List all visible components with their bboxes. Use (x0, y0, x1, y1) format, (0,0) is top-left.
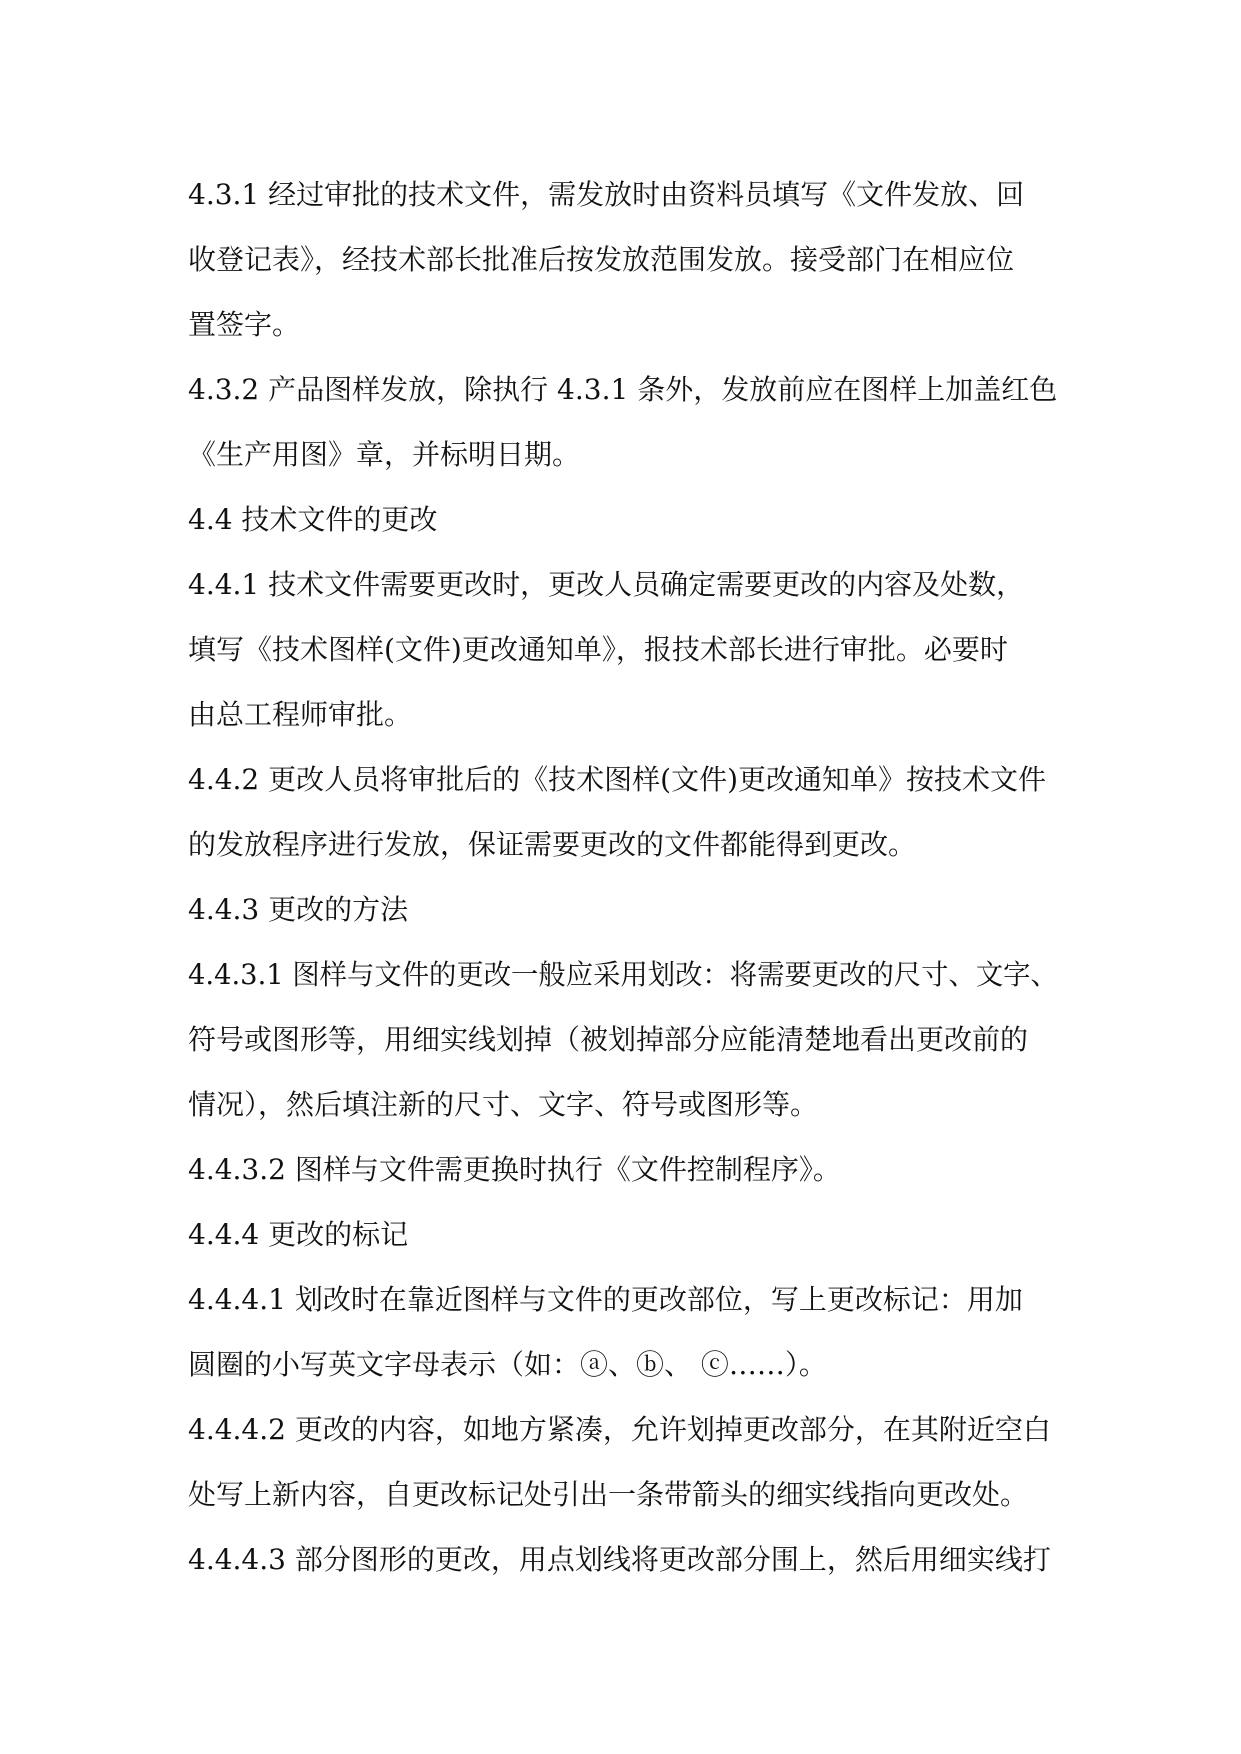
text-line: 处写上新内容，自更改标记处引出一条带箭头的细实线指向更改处。 (188, 1478, 1029, 1511)
text-line: 4.4.4.2 更改的内容，如地方紧凑，允许划掉更改部分，在其附近空白 (188, 1413, 1051, 1446)
text-line: 4.3.1 经过审批的技术文件，需发放时由资料员填写《文件发放、回 (188, 178, 1025, 211)
text-line: 4.4.4.3 部分图形的更改，用点划线将更改部分围上，然后用细实线打 (188, 1543, 1051, 1576)
text-line: 收登记表》，经技术部长批准后按发放范围发放。接受部门在相应位 (188, 243, 1015, 276)
section-heading: 4.4.4 更改的标记 (188, 1218, 409, 1251)
text-line: 4.3.2 产品图样发放，除执行 4.3.1 条外，发放前应在图样上加盖红色 (188, 373, 1058, 406)
text-line: 《生产用图》章，并标明日期。 (188, 438, 581, 471)
section-heading: 4.4 技术文件的更改 (188, 503, 438, 536)
section-heading: 4.4.3 更改的方法 (188, 893, 409, 926)
text-line: 的发放程序进行发放，保证需要更改的文件都能得到更改。 (188, 828, 917, 861)
text-line: 4.4.1 技术文件需要更改时，更改人员确定需要更改的内容及处数， (188, 568, 1025, 601)
text-line: 由总工程师审批。 (188, 698, 413, 731)
text-line: 4.4.3.2 图样与文件需更换时执行《文件控制程序》。 (188, 1153, 841, 1186)
text-line: 置签字。 (188, 308, 301, 341)
document-body (188, 162, 1058, 1592)
text-line: 4.4.4.1 划改时在靠近图样与文件的更改部位，写上更改标记：用加 (188, 1283, 1023, 1316)
text-line: 4.4.3.1 图样与文件的更改一般应采用划改：将需要更改的尺寸、文字、 (188, 958, 1058, 991)
text-line: 4.4.2 更改人员将审批后的《技术图样(文件)更改通知单》按技术文件 (188, 763, 1046, 796)
text-line: 符号或图形等，用细实线划掉（被划掉部分应能清楚地看出更改前的 (188, 1023, 1029, 1056)
text-line: 填写《技术图样(文件)更改通知单》，报技术部长进行审批。必要时 (188, 633, 1008, 666)
text-line: 圆圈的小写英文字母表示（如：ⓐ、ⓑ、 ⓒ……）。 (188, 1348, 827, 1381)
text-line: 情况），然后填注新的尺寸、文字、符号或图形等。 (188, 1088, 819, 1121)
